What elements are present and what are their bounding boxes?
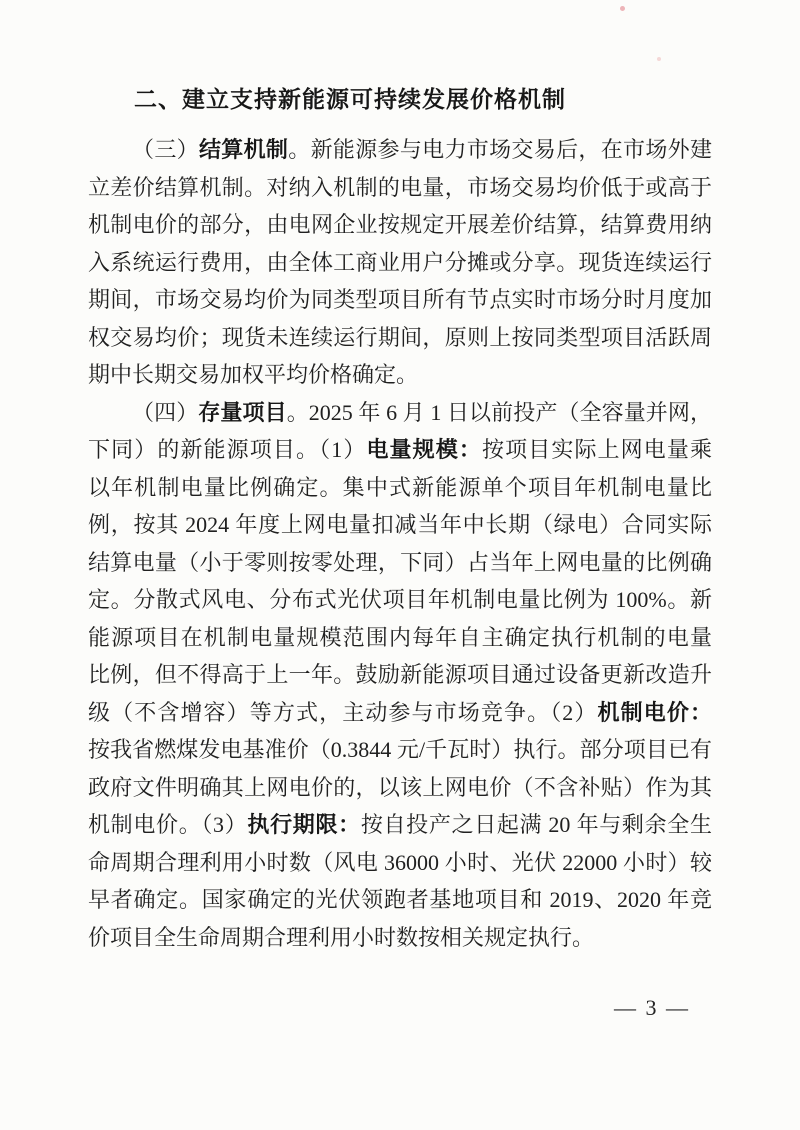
text-line: [88, 131, 712, 169]
text-line: [88, 881, 712, 919]
body-text: （三）: [132, 137, 199, 162]
text-line: [88, 619, 712, 657]
body-text: 按项目实际上网电量乘: [482, 437, 712, 462]
text-line: [88, 506, 712, 544]
text-line: [88, 544, 712, 582]
body-text: 按我省燃煤发电基准价（0.3844 元/千瓦时）执行。部分项目已有: [88, 737, 712, 762]
emphasis-text: 电量规模：: [366, 437, 482, 462]
body-text: 级（不含增容）等方式，主动参与市场竞争。（2）: [88, 699, 598, 725]
text-line: [88, 356, 712, 394]
body-text: 期间，市场交易均价为同类型项目所有节点实时市场分时月度加: [88, 287, 712, 312]
paragraphs: [88, 131, 712, 956]
body-text: 结算电量（小于零则按零处理，下同）占当年上网电量的比例确: [88, 549, 712, 575]
text-line: [88, 394, 712, 432]
text-line: [88, 844, 712, 882]
text-line: [88, 431, 712, 469]
body-text: 机制电价的部分，由电网企业按规定开展差价结算，结算费用纳: [88, 212, 712, 237]
paragraph: [88, 131, 712, 394]
text-line: [88, 806, 712, 844]
text-line: [88, 656, 712, 694]
emphasis-text: 存量项目: [198, 399, 287, 425]
body-text: 定。分散式风电、分布式光伏项目年机制电量比例为 100%。新: [88, 587, 712, 612]
emphasis-text: 机制电价：: [597, 699, 712, 725]
text-line: [88, 169, 712, 207]
emphasis-text: 结算机制: [198, 137, 289, 162]
text-line: [88, 244, 712, 282]
section-heading: 二、建立支持新能源可持续发展价格机制: [134, 86, 566, 112]
body-text: 期中长期交易加权平均价格确定。: [88, 362, 419, 387]
text-line: [88, 281, 712, 319]
text-line: [88, 919, 712, 957]
body-text: 比例，但不得高于上一年。鼓励新能源项目通过设备更新改造升: [88, 662, 712, 687]
body-text: （四）: [132, 399, 199, 425]
text-line: [88, 769, 712, 807]
text-line: [88, 694, 712, 732]
text-line: [88, 469, 712, 507]
body-text: 机制电价。（3）: [88, 812, 248, 837]
body-text: 价项目全生命周期合理利用小时数按相关规定执行。: [88, 924, 595, 950]
body-text: 下同）的新能源项目。（1）: [88, 437, 367, 462]
body-text: 以年机制电量比例确定。集中式新能源单个项目年机制电量比: [88, 474, 712, 500]
scan-speck: [657, 57, 661, 61]
body-text: 早者确定。国家确定的光伏领跑者基地项目和 2019、2020 年竞: [88, 887, 712, 912]
text-line: [88, 319, 712, 357]
paragraph: [88, 394, 712, 957]
body-text: 政府文件明确其上网电价的，以该上网电价（不含补贴）作为其: [88, 774, 712, 800]
text-line: [88, 731, 712, 769]
emphasis-text: 执行期限：: [247, 812, 361, 837]
body-text: 按自投产之日起满 20 年与剩余全生: [360, 812, 712, 837]
body-text: 例，按其 2024 年度上网电量扣减当年中长期（绿电）合同实际: [88, 512, 712, 537]
body-text: 。新能源参与电力市场交易后，在市场外建: [288, 137, 712, 162]
scan-speck: [620, 6, 625, 11]
body-text: 命周期合理利用小时数（风电 36000 小时、光伏 22000 小时）较: [88, 849, 712, 875]
body-text: 能源项目在机制电量规模范围内每年自主确定执行机制的电量: [88, 624, 712, 650]
document-content: [88, 84, 712, 956]
text-line: [88, 206, 712, 244]
body-text: 入系统运行费用，由全体工商业用户分摊或分享。现货连续运行: [88, 249, 712, 275]
text-line: [88, 581, 712, 619]
body-text: 。2025 年 6 月 1 日以前投产（全容量并网，: [286, 399, 712, 425]
page-number: — 3 —: [614, 995, 690, 1020]
body-text: 立差价结算机制。对纳入机制的电量，市场交易均价低于或高于: [88, 174, 712, 200]
body-text: 权交易均价；现货未连续运行期间，原则上按同类型项目活跃周: [88, 324, 712, 350]
